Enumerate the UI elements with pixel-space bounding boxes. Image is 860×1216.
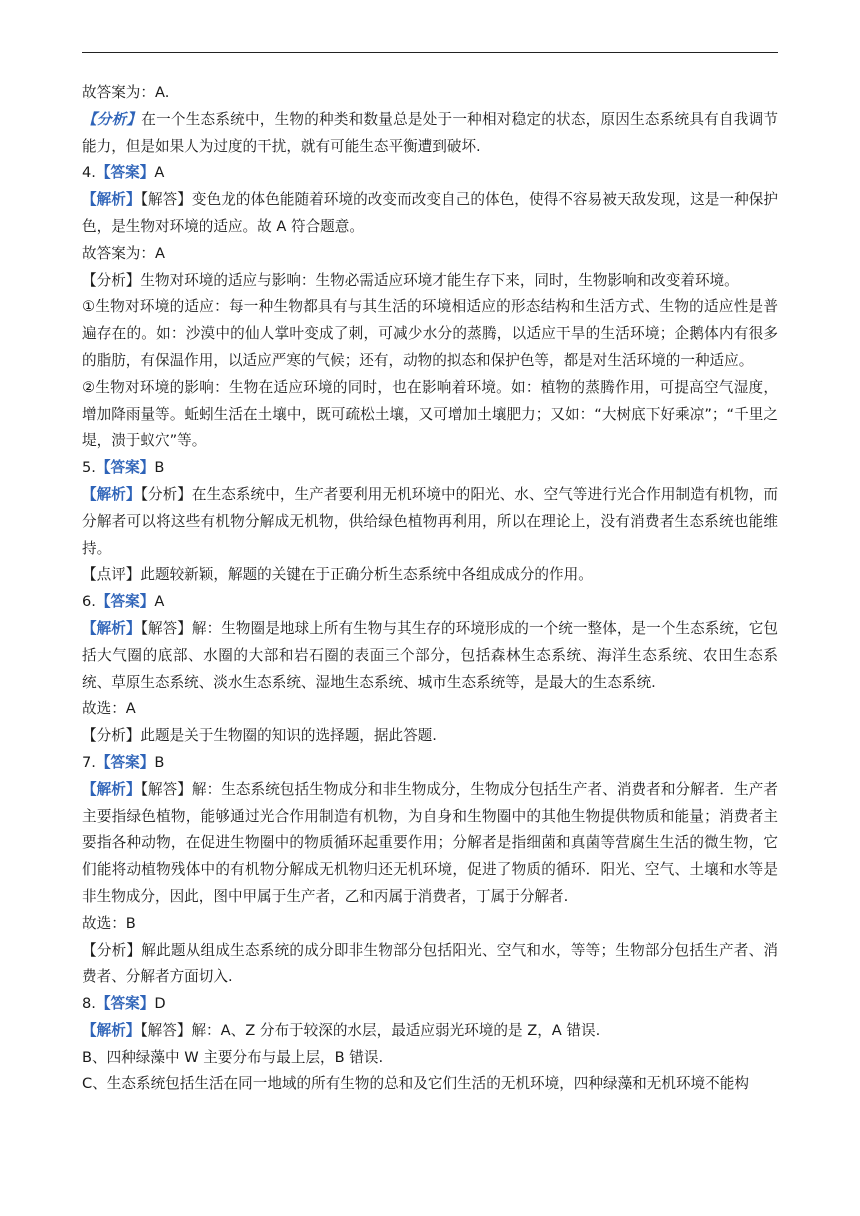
section-tag: 【解析】 bbox=[82, 191, 141, 209]
answer-text: 【解答】变色龙的体色能随着环境的改变而改变自己的体色，使得不容易被天敌发现，这是一种保护色，是生物对环境的适应。故 A 符合题意。 bbox=[82, 191, 778, 235]
answer-text: 【解答】解：A、Z 分布于较深的水层，最适应弱光环境的是 Z，A 错误. bbox=[140, 1021, 601, 1039]
paragraph bbox=[82, 1045, 778, 1072]
paragraph bbox=[82, 482, 778, 562]
paragraph bbox=[82, 294, 778, 374]
question-number: 4. bbox=[82, 164, 96, 182]
section-tag: 【解析】 bbox=[82, 619, 141, 637]
section-tag: 【答案】 bbox=[95, 995, 155, 1013]
section-tag: 【解析】 bbox=[82, 485, 141, 503]
section-tag: 【答案】 bbox=[95, 459, 155, 477]
paragraph bbox=[82, 268, 778, 295]
section-tag: 【分析】 bbox=[82, 110, 142, 128]
section-tag: 【答案】 bbox=[95, 164, 155, 182]
answer-text: 【点评】此题较新颖，解题的关键在于正确分析生态系统中各组成成分的作用。 bbox=[82, 566, 593, 584]
paragraph bbox=[82, 80, 778, 107]
answer-text: B bbox=[154, 753, 165, 771]
paragraph bbox=[82, 777, 778, 911]
paragraph bbox=[82, 562, 778, 589]
paragraph bbox=[82, 375, 778, 455]
paragraph bbox=[82, 1018, 778, 1045]
answer-text: A bbox=[154, 593, 165, 611]
answer-text: D bbox=[154, 995, 166, 1013]
answer-text: C、生态系统包括生活在同一地域的所有生物的总和及它们生活的无机环境，四种绿藻和无机环境不能构 bbox=[82, 1075, 749, 1093]
answer-text: 故答案为：A bbox=[82, 244, 165, 262]
paragraph bbox=[82, 696, 778, 723]
section-tag: 【解析】 bbox=[82, 780, 141, 798]
answer-text: 故选：B bbox=[82, 914, 136, 932]
answer-text: 故答案为：A. bbox=[82, 84, 170, 101]
answer-text: 【解答】解：生物圈是地球上所有生物与其生存的环境形成的一个统一整体，是一个生态系统，它包括大气圈的底部、水圈的大部和岩石圈的表面三个部分，包括森林生态系统、海洋生态系统、农田生态系统、草原生态系统、淡水生态系统、湿地生态系统、城市生态系统等，是最大的生态系统. bbox=[82, 619, 778, 691]
answer-text: 在一个生态系统中，生物的种类和数量总是处于一种相对稳定的状态，原因生态系统具有自我调节能力，但是如果人为过度的干扰，就有可能生态平衡遭到破坏. bbox=[82, 110, 778, 155]
answer-text: ②生物对环境的影响：生物在适应环境的同时，也在影响着环境。如：植物的蒸腾作用，可提高空气湿度，增加降雨量等。蚯蚓生活在土壤中，既可疏松土壤，又可增加土壤肥力；又如：“大树底下好乘凉”；“千里之堤，溃于蚁穴”等。 bbox=[82, 378, 778, 450]
question-number: 7. bbox=[82, 753, 96, 771]
answer-text: 故选：A bbox=[82, 700, 136, 718]
answer-text: A bbox=[154, 164, 165, 182]
answer-text: ①生物对环境的适应：每一种生物都具有与其生活的环境相适应的形态结构和生活方式、生物的适应性是普遍存在的。如：沙漠中的仙人掌叶变成了刺，可减少水分的蒸腾，以适应干旱的生活环境；企鹅体内有很多的脂肪，有保温作用，以适应严寒的气候；还有，动物的拟态和保护色等，都是对生活环境的一种适应。 bbox=[82, 298, 778, 369]
paragraph bbox=[82, 938, 778, 992]
paragraph bbox=[82, 616, 778, 696]
paragraph bbox=[82, 1071, 778, 1098]
paragraph bbox=[82, 160, 778, 187]
paragraph bbox=[82, 187, 778, 241]
answer-text: B、四种绿藻中 W 主要分布与最上层，B 错误. bbox=[82, 1048, 384, 1066]
answer-content bbox=[82, 80, 778, 1098]
answer-text: 【分析】生物对环境的适应与影响：生物必需适应环境才能生存下来，同时，生物影响和改变着环境。 bbox=[82, 271, 739, 289]
section-tag: 【答案】 bbox=[95, 593, 155, 611]
paragraph bbox=[82, 911, 778, 938]
paragraph bbox=[82, 241, 778, 268]
answer-text: 【分析】此题是关于生物圈的知识的选择题，据此答题. bbox=[82, 727, 437, 745]
paragraph bbox=[82, 455, 778, 482]
paragraph bbox=[82, 723, 778, 750]
header-rule bbox=[82, 52, 778, 53]
answer-text: B bbox=[154, 459, 165, 477]
paragraph bbox=[82, 589, 778, 616]
answer-text: 【分析】在生态系统中，生产者要利用无机环境中的阳光、水、空气等进行光合作用制造有机物，而分解者可以将这些有机物分解成无机物，供给绿色植物再利用，所以在理论上，没有消费者生态系统也能维持。 bbox=[82, 485, 778, 557]
section-tag: 【解析】 bbox=[82, 1021, 141, 1039]
paragraph bbox=[82, 991, 778, 1018]
paragraph bbox=[82, 750, 778, 777]
answer-text: 【解答】解：生态系统包括生物成分和非生物成分，生物成分包括生产者、消费者和分解者．生产者主要指绿色植物，能够通过光合作用制造有机物，为自身和生物圈中的其他生物提供物质和能量；消费者主要指各种动物，在促进生物圈中的物质循环起重要作用；分解者是指细菌和真菌等营腐生生活的微生物，它们能将动植物残体中的有机物分解成无机物归还无机环境，促进了物质的循环．阳光、空气、土壤和水等是非生物成分，因此，图中甲属于生产者，乙和丙属于消费者，丁属于分解者. bbox=[82, 780, 778, 905]
answer-text: 【分析】解此题从组成生态系统的成分即非生物部分包括阳光、空气和水，等等；生物部分包括生产者、消费者、分解者方面切入. bbox=[82, 941, 778, 986]
paragraph bbox=[82, 107, 778, 161]
question-number: 6. bbox=[82, 593, 96, 611]
section-tag: 【答案】 bbox=[95, 753, 155, 771]
question-number: 5. bbox=[82, 459, 96, 477]
question-number: 8. bbox=[82, 995, 96, 1013]
